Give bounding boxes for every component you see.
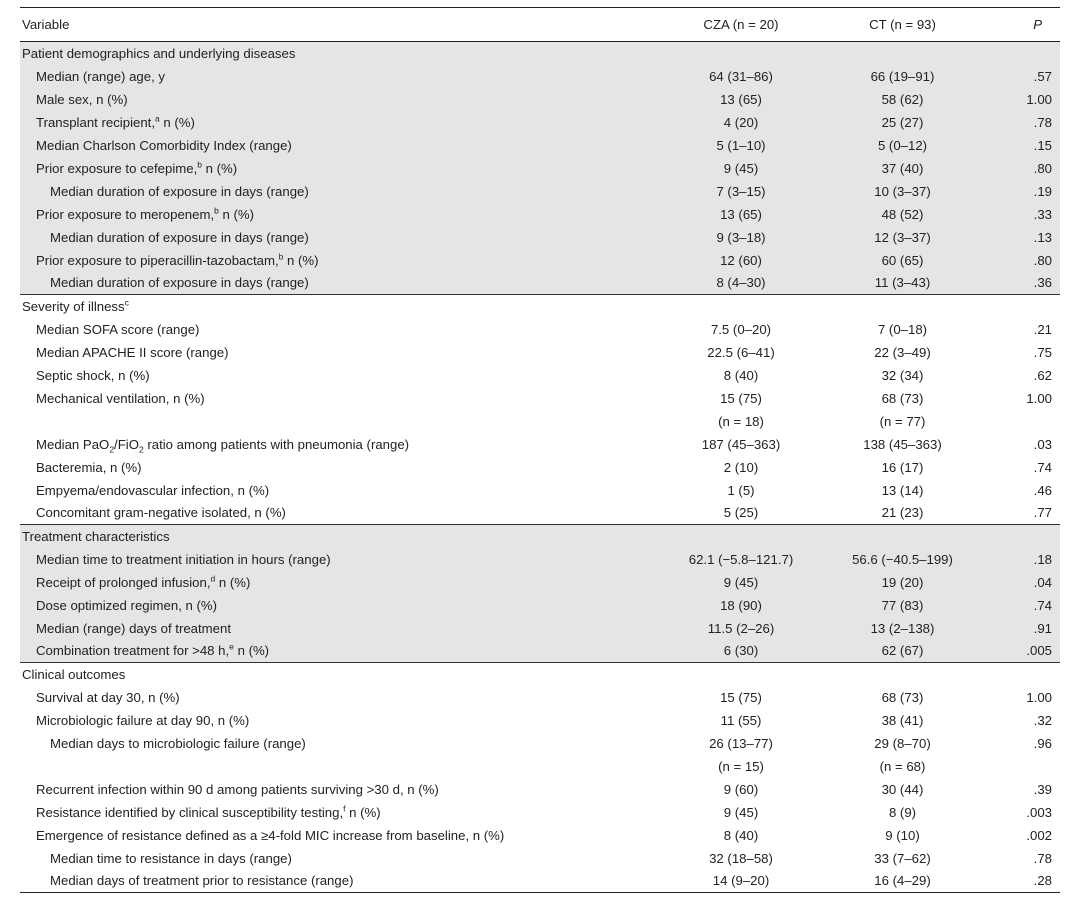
variable-cell	[20, 502, 615, 525]
p-value-cell	[990, 295, 1060, 318]
variable-label: Emergence of resistance defined as a ≥4-fold MIC increase from baseline, n (%)	[36, 827, 505, 843]
table-row	[20, 318, 1060, 341]
variable-label: Combination treatment for >48 h,	[36, 643, 230, 659]
section-title	[20, 295, 615, 318]
section-header-row	[20, 42, 1060, 65]
ct-value-cell: 38 (41)	[881, 712, 924, 728]
cza-value-cell: 13 (65)	[615, 203, 795, 226]
p-value-cell: 1.00	[990, 88, 1060, 111]
table-row	[20, 249, 1060, 272]
variable-cell	[20, 249, 615, 272]
cza-value-cell: 62.1 (−5.8–121.7)	[615, 548, 795, 571]
variable-label-suffix: n (%)	[215, 574, 251, 590]
table-row	[20, 203, 1060, 226]
variable-label: Septic shock, n (%)	[36, 367, 150, 383]
section-header-row	[20, 525, 1060, 548]
variable-label: Recurrent infection within 90 d among patients surviving >30 d, n (%)	[36, 781, 439, 797]
cza-value-cell: 14 (9–20)	[615, 870, 795, 893]
p-value-cell: .57	[990, 65, 1060, 88]
ct-value-cell: 21 (23)	[881, 505, 924, 521]
ct-value-cell: 13 (2–138)	[795, 617, 990, 640]
cza-value-cell: 5 (25)	[723, 505, 759, 521]
variable-label: Concomitant gram-negative isolated, n (%)	[36, 505, 286, 521]
variable-label-suffix: n (%)	[345, 804, 381, 820]
ct-value-cell: 29 (8–70)	[874, 735, 931, 751]
p-value-cell: .28	[990, 870, 1060, 893]
section-title	[20, 525, 615, 548]
ct-value-cell: 8 (9)	[888, 804, 917, 820]
table-row	[20, 732, 1060, 755]
ct-value-cell: 37 (40)	[795, 157, 990, 180]
variable-label-suffix: n (%)	[218, 206, 255, 222]
p-value-cell: .04	[990, 571, 1060, 594]
p-value-cell	[990, 410, 1060, 433]
table-row	[20, 755, 1060, 778]
ct-value-cell: 5 (0–12)	[795, 134, 990, 157]
variable-cell	[20, 226, 615, 249]
footnote-marker: b	[278, 251, 284, 262]
ct-value-cell: 22 (3–49)	[874, 344, 931, 360]
cza-value-cell: 9 (45)	[615, 157, 795, 180]
p-value-cell: .91	[990, 617, 1060, 640]
table-row	[20, 111, 1060, 134]
variable-label-suffix: ratio among patients with pneumonia (range)	[143, 436, 410, 452]
ct-value-cell: 48 (52)	[795, 203, 990, 226]
variable-label: Male sex, n (%)	[36, 91, 128, 107]
variable-cell	[20, 433, 615, 456]
header-row	[20, 8, 1060, 42]
ct-value-cell: 10 (3–37)	[795, 180, 990, 203]
ct-value-cell: 66 (19–91)	[795, 65, 990, 88]
variable-label: Median APACHE II score (range)	[36, 344, 229, 360]
table-row	[20, 157, 1060, 180]
ct-value-cell: 12 (3–37)	[795, 226, 990, 249]
variable-cell	[20, 732, 615, 755]
variable-cell	[20, 686, 615, 709]
variable-label: Dose optimized regimen, n (%)	[36, 597, 218, 613]
ct-value-cell: 9 (10)	[885, 827, 920, 843]
ct-value-cell: 19 (20)	[795, 571, 990, 594]
comparison-table	[20, 7, 1060, 893]
cza-value-cell: 8 (40)	[723, 827, 759, 843]
ct-value-cell: 77 (83)	[795, 594, 990, 617]
cza-value-cell: 5 (1–10)	[615, 134, 795, 157]
p-value-cell	[990, 525, 1060, 548]
table-row	[20, 640, 1060, 663]
variable-cell	[20, 364, 615, 387]
cza-value-cell: 7 (3–15)	[615, 180, 795, 203]
ct-value-cell: 58 (62)	[795, 88, 990, 111]
ct-value-cell: 33 (7–62)	[874, 850, 931, 866]
table-row	[20, 709, 1060, 732]
ct-value-cell: 13 (14)	[881, 482, 924, 498]
variable-cell	[20, 272, 615, 295]
ct-value-cell: 68 (73)	[881, 390, 924, 406]
variable-cell	[20, 571, 615, 594]
p-value-cell: .96	[1033, 735, 1052, 751]
cza-value-cell: 6 (30)	[615, 640, 795, 663]
variable-label: Patient demographics and underlying diseases	[22, 45, 296, 61]
p-value-cell: .18	[990, 548, 1060, 571]
p-value-cell: .78	[990, 111, 1060, 134]
variable-label: Clinical outcomes	[22, 666, 126, 682]
ct-value-cell	[795, 525, 990, 548]
variable-label: Prior exposure to cefepime,	[36, 160, 198, 176]
p-value-cell: .005	[990, 640, 1060, 663]
table-row	[20, 272, 1060, 295]
cza-value-cell: 8 (40)	[723, 367, 759, 383]
variable-cell	[20, 456, 615, 479]
table-row	[20, 594, 1060, 617]
p-value-cell	[990, 42, 1060, 65]
cza-value-cell: 11.5 (2–26)	[615, 617, 795, 640]
variable-label: Prior exposure to piperacillin-tazobactam,	[36, 252, 279, 268]
variable-label: Median days to microbiologic failure (range)	[50, 735, 306, 751]
variable-cell	[20, 709, 615, 732]
variable-cell	[20, 548, 615, 571]
p-value-cell	[990, 755, 1060, 778]
table-row	[20, 801, 1060, 824]
p-value-cell: .003	[1026, 804, 1052, 820]
table-row	[20, 180, 1060, 203]
cza-value-cell: (n = 15)	[718, 758, 764, 774]
ct-value-cell	[795, 295, 990, 318]
p-value-cell: 1.00	[1026, 390, 1052, 406]
variable-label: Median PaO	[36, 436, 110, 452]
ct-value-cell: 68 (73)	[881, 689, 924, 705]
cza-value-cell: 26 (13–77)	[709, 735, 773, 751]
ct-value-cell: (n = 68)	[879, 758, 926, 774]
cza-value-cell: 64 (31–86)	[615, 65, 795, 88]
comparison-table-container	[20, 7, 1060, 893]
section-header-row	[20, 663, 1060, 686]
variable-label: Empyema/endovascular infection, n (%)	[36, 482, 270, 498]
ct-value-cell: 138 (45–363)	[863, 436, 942, 452]
variable-cell	[20, 410, 615, 433]
ct-value-cell: 32 (34)	[881, 367, 924, 383]
ct-value-cell: 30 (44)	[881, 781, 924, 797]
variable-label-suffix: n (%)	[202, 160, 238, 176]
p-value-cell: .80	[990, 157, 1060, 180]
cza-value-cell	[615, 295, 795, 318]
table-row	[20, 824, 1060, 847]
table-row	[20, 686, 1060, 709]
p-value-cell: .74	[1033, 459, 1052, 475]
table-row	[20, 433, 1060, 456]
variable-cell	[20, 801, 615, 824]
variable-label: Median Charlson Comorbidity Index (range)	[36, 137, 292, 153]
variable-label: Bacteremia, n (%)	[36, 459, 142, 475]
variable-cell	[20, 594, 615, 617]
p-value-cell: .62	[1033, 367, 1052, 383]
cza-value-cell: 9 (60)	[723, 781, 759, 797]
ct-value-cell: 62 (67)	[795, 640, 990, 663]
cza-value-cell: 9 (45)	[723, 804, 759, 820]
p-value-cell: .75	[1033, 344, 1052, 360]
variable-label: Median (range) age, y	[36, 68, 166, 84]
table-row	[20, 548, 1060, 571]
variable-cell	[20, 180, 615, 203]
variable-label: Microbiologic failure at day 90, n (%)	[36, 712, 250, 728]
variable-label: Median duration of exposure in days (range)	[50, 183, 309, 199]
variable-label: Median (range) days of treatment	[36, 620, 231, 636]
p-value-cell: .19	[990, 180, 1060, 203]
table-row	[20, 387, 1060, 410]
table-row	[20, 134, 1060, 157]
header-ct: CT (n = 93)	[795, 8, 990, 42]
table-row	[20, 778, 1060, 801]
p-value-cell: .002	[1026, 827, 1052, 843]
ct-value-cell	[795, 42, 990, 65]
variable-label: Transplant recipient,	[36, 114, 155, 130]
variable-label: Median SOFA score (range)	[36, 321, 200, 337]
variable-cell	[20, 479, 615, 502]
variable-cell	[20, 778, 615, 801]
variable-cell	[20, 111, 615, 134]
table-row	[20, 88, 1060, 111]
subscript: 2	[138, 444, 144, 455]
variable-label: Treatment characteristics	[22, 528, 170, 544]
p-value-cell: .77	[1033, 505, 1052, 521]
footnote-marker: f	[343, 803, 346, 814]
footnote-marker: d	[210, 573, 216, 584]
variable-label-suffix: n (%)	[159, 114, 195, 130]
cza-value-cell: 4 (20)	[615, 111, 795, 134]
table-row	[20, 571, 1060, 594]
table-row	[20, 65, 1060, 88]
p-value-cell: .15	[990, 134, 1060, 157]
p-value-cell: .21	[1033, 321, 1052, 337]
table-row	[20, 617, 1060, 640]
variable-cell	[20, 88, 615, 111]
ct-value-cell: 16 (4–29)	[795, 870, 990, 893]
table-row	[20, 364, 1060, 387]
p-value-cell: .46	[1033, 482, 1052, 498]
table-row	[20, 479, 1060, 502]
table-row	[20, 847, 1060, 870]
variable-label: Mechanical ventilation, n (%)	[36, 390, 205, 406]
cza-value-cell: 8 (4–30)	[615, 272, 795, 295]
p-value-cell: .36	[990, 272, 1060, 295]
table-body	[20, 42, 1060, 893]
header-p-value: P	[990, 8, 1060, 42]
variable-cell	[20, 157, 615, 180]
header-variable: Variable	[20, 8, 615, 42]
cza-value-cell: 11 (55)	[720, 712, 762, 728]
variable-label: Median duration of exposure in days (range)	[50, 229, 309, 245]
table-row	[20, 410, 1060, 433]
cza-value-cell	[615, 663, 795, 686]
footnote-marker: b	[197, 159, 202, 170]
ct-value-cell: 16 (17)	[881, 459, 924, 475]
p-value-cell: .80	[990, 249, 1060, 272]
variable-label: Receipt of prolonged infusion,	[36, 574, 211, 590]
cza-value-cell: 7.5 (0–20)	[710, 321, 772, 337]
variable-label: Severity of illness	[22, 298, 125, 314]
footnote-marker: e	[229, 641, 234, 652]
variable-cell	[20, 65, 615, 88]
variable-label: Median time to treatment initiation in hours (range)	[36, 551, 331, 567]
p-value-cell: 1.00	[1026, 689, 1052, 705]
p-value-cell: .13	[990, 226, 1060, 249]
cza-value-cell: 9 (45)	[615, 571, 795, 594]
variable-cell	[20, 134, 615, 157]
ct-value-cell: 60 (65)	[795, 249, 990, 272]
section-title	[20, 42, 615, 65]
variable-cell	[20, 341, 615, 364]
variable-label: Median duration of exposure in days (range)	[50, 275, 309, 291]
variable-label: Survival at day 30, n (%)	[36, 689, 180, 705]
variable-label: Prior exposure to meropenem,	[36, 206, 215, 222]
p-value-cell: .03	[1033, 436, 1052, 452]
table-row	[20, 341, 1060, 364]
variable-label-suffix: n (%)	[283, 252, 319, 268]
footnote-marker: c	[124, 297, 129, 308]
p-value-cell: .33	[990, 203, 1060, 226]
cza-value-cell: 187 (45–363)	[701, 436, 781, 452]
subscript: 2	[109, 444, 115, 455]
variable-label: Median days of treatment prior to resistance (range)	[50, 873, 354, 889]
ct-value-cell: (n = 77)	[879, 413, 926, 429]
cza-value-cell: 1 (5)	[727, 482, 755, 498]
variable-cell	[20, 755, 615, 778]
cza-value-cell: 32 (18–58)	[709, 850, 773, 866]
table-row	[20, 870, 1060, 893]
p-value-cell: .39	[1033, 781, 1052, 797]
p-value-cell: .32	[1033, 712, 1052, 728]
cza-value-cell: 2 (10)	[723, 459, 759, 475]
variable-label-suffix: n (%)	[233, 643, 270, 659]
section-header-row	[20, 295, 1060, 318]
header-cza: CZA (n = 20)	[615, 8, 795, 42]
cza-value-cell: 9 (3–18)	[615, 226, 795, 249]
cza-value-cell: (n = 18)	[718, 413, 764, 429]
cza-value-cell: 15 (75)	[720, 390, 762, 406]
p-value-cell	[990, 663, 1060, 686]
cza-value-cell	[615, 525, 795, 548]
p-value-cell: .74	[990, 594, 1060, 617]
cza-value-cell: 15 (75)	[720, 689, 762, 705]
ct-value-cell: 56.6 (−40.5–199)	[795, 548, 990, 571]
cza-value-cell: 18 (90)	[615, 594, 795, 617]
ct-value-cell: 11 (3–43)	[795, 272, 990, 295]
variable-cell	[20, 640, 615, 663]
variable-cell	[20, 847, 615, 870]
variable-label: Resistance identified by clinical susceptibility testing,	[36, 804, 344, 820]
cza-value-cell	[615, 42, 795, 65]
footnote-marker: a	[155, 113, 160, 124]
variable-cell	[20, 203, 615, 226]
ct-value-cell: 25 (27)	[795, 111, 990, 134]
section-title	[20, 663, 615, 686]
p-value-cell: .78	[1033, 850, 1052, 866]
table-header	[20, 8, 1060, 42]
ct-value-cell	[795, 663, 990, 686]
cza-value-cell: 22.5 (6–41)	[707, 344, 775, 360]
variable-cell	[20, 824, 615, 847]
variable-cell	[20, 870, 615, 893]
table-row	[20, 456, 1060, 479]
cza-value-cell: 12 (60)	[615, 249, 795, 272]
variable-cell	[20, 387, 615, 410]
footnote-marker: b	[214, 205, 219, 216]
variable-cell	[20, 318, 615, 341]
ct-value-cell: 7 (0–18)	[877, 321, 928, 337]
variable-label-mid: /FiO	[114, 436, 139, 452]
cza-value-cell: 13 (65)	[615, 88, 795, 111]
variable-label: Median time to resistance in days (range)	[50, 850, 292, 866]
table-row	[20, 226, 1060, 249]
table-row	[20, 502, 1060, 525]
variable-cell	[20, 617, 615, 640]
